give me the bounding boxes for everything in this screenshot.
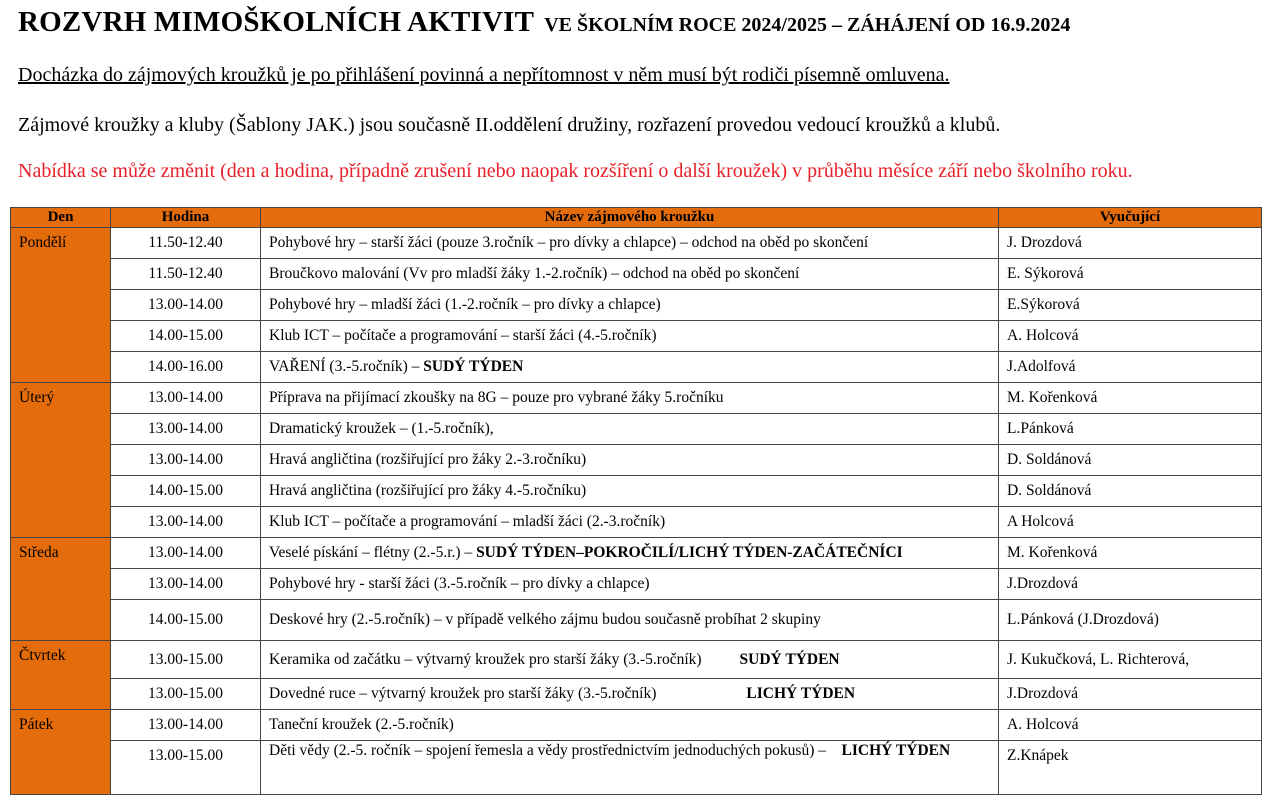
teacher-cell: Z.Knápek (999, 741, 1262, 795)
activity-text: Dovedné ruce – výtvarný kroužek pro starší žáky (3.-5.ročník) (269, 685, 657, 702)
day-cell: Středa (11, 538, 111, 641)
table-header-row (11, 208, 1262, 228)
activity-cell: Klub ICT – počítače a programování – starší žáci (4.-5.ročník) (261, 321, 999, 352)
activity-text: Keramika od začátku – výtvarný kroužek pro starší žáky (3.-5.ročník) (269, 650, 702, 668)
week-note: SUDÝ TÝDEN (739, 650, 840, 668)
time-cell: 13.00-15.00 (111, 741, 261, 795)
schedule-table (10, 207, 1262, 795)
time-cell: 13.00-14.00 (111, 290, 261, 321)
activity-cell: Hravá angličtina (rozšiřující pro žáky 2.-3.ročníku) (261, 445, 999, 476)
teacher-cell: D. Soldánová (999, 476, 1262, 507)
table-row (11, 641, 1262, 679)
time-cell: 11.50-12.40 (111, 228, 261, 259)
day-cell: Úterý (11, 383, 111, 538)
table-row (11, 741, 1262, 795)
activity-cell (261, 538, 999, 569)
table-row (11, 600, 1262, 641)
time-cell: 14.00-15.00 (111, 476, 261, 507)
day-cell: Čtvrtek (11, 641, 111, 710)
activity-cell (261, 352, 999, 383)
time-cell: 13.00-14.00 (111, 569, 261, 600)
table-row (11, 290, 1262, 321)
week-note: SUDÝ TÝDEN (423, 358, 524, 375)
header-teacher: Vyučující (999, 208, 1262, 228)
title-sub: VE ŠKOLNÍM ROCE 2024/2025 – ZÁHÁJENÍ OD 16.9.2024 (544, 14, 1071, 36)
activity-cell: Příprava na přijímací zkoušky na 8G – pouze pro vybrané žáky 5.ročníku (261, 383, 999, 414)
teacher-cell: E. Sýkorová (999, 259, 1262, 290)
time-cell: 14.00-15.00 (111, 600, 261, 641)
day-cell: Pátek (11, 710, 111, 795)
teacher-cell: A. Holcová (999, 710, 1262, 741)
teacher-cell: J.Drozdová (999, 679, 1262, 710)
teacher-cell: J.Adolfová (999, 352, 1262, 383)
teacher-cell: A. Holcová (999, 321, 1262, 352)
warning-note: Nabídka se může změnit (den a hodina, případně zrušení nebo naopak rozšíření o další kroužek) v průběhu měsíce září nebo školního roku. (18, 160, 1133, 182)
table-row (11, 414, 1262, 445)
time-cell: 13.00-14.00 (111, 538, 261, 569)
time-cell: 14.00-16.00 (111, 352, 261, 383)
table-row (11, 321, 1262, 352)
day-cell: Pondělí (11, 228, 111, 383)
table-row (11, 538, 1262, 569)
week-note: LICHÝ TÝDEN (746, 685, 856, 702)
activity-text: VAŘENÍ (3.-5.ročník) – (269, 358, 420, 375)
activity-cell: Pohybové hry – mladší žáci (1.-2.ročník – pro dívky a chlapce) (261, 290, 999, 321)
time-cell: 13.00-14.00 (111, 445, 261, 476)
table-row (11, 507, 1262, 538)
activity-cell: Hravá angličtina (rozšiřující pro žáky 4.-5.ročníku) (261, 476, 999, 507)
activity-cell: Klub ICT – počítače a programování – mladší žáci (2.-3.ročník) (261, 507, 999, 538)
teacher-cell: J.Drozdová (999, 569, 1262, 600)
teacher-cell: E.Sýkorová (999, 290, 1262, 321)
table-row (11, 228, 1262, 259)
activity-cell: Pohybové hry - starší žáci (3.-5.ročník – pro dívky a chlapce) (261, 569, 999, 600)
info-note: Zájmové kroužky a kluby (Šablony JAK.) jsou současně II.oddělení družiny, rozřazení provedou vedoucí kroužků a klubů. (18, 114, 1001, 136)
activity-cell: Broučkovo malování (Vv pro mladší žáky 1.-2.ročník) – odchod na oběd po skončení (261, 259, 999, 290)
activity-cell: Pohybové hry – starší žáci (pouze 3.ročník – pro dívky a chlapce) – odchod na oběd po skončení (261, 228, 999, 259)
week-note: LICHÝ TÝDEN (841, 742, 951, 759)
time-cell: 13.00-14.00 (111, 383, 261, 414)
time-cell: 13.00-14.00 (111, 414, 261, 445)
teacher-cell: L.Pánková (999, 414, 1262, 445)
title-main: ROZVRH MIMOŠKOLNÍCH AKTIVIT (18, 6, 535, 38)
week-note: SUDÝ TÝDEN–POKROČILÍ/LICHÝ TÝDEN-ZAČÁTEČNÍCI (476, 544, 903, 561)
time-cell: 13.00-15.00 (111, 641, 261, 679)
activity-text: Děti vědy (2.-5. ročník – spojení řemesla a vědy prostřednictvím jednoduchých pokusů) – (269, 742, 827, 759)
activity-cell (261, 741, 999, 795)
teacher-cell: A Holcová (999, 507, 1262, 538)
activity-cell: Deskové hry (2.-5.ročník) – v případě velkého zájmu budou současně probíhat 2 skupiny (261, 600, 999, 641)
teacher-cell: D. Soldánová (999, 445, 1262, 476)
teacher-cell: M. Kořenková (999, 538, 1262, 569)
time-cell: 11.50-12.40 (111, 259, 261, 290)
table-row (11, 352, 1262, 383)
header-day: Den (11, 208, 111, 228)
table-row (11, 569, 1262, 600)
teacher-cell: L.Pánková (J.Drozdová) (999, 600, 1262, 641)
teacher-cell: J. Kukučková, L. Richterová, (999, 641, 1262, 679)
activity-cell: Dramatický kroužek – (1.-5.ročník), (261, 414, 999, 445)
activity-cell: Taneční kroužek (2.-5.ročník) (261, 710, 999, 741)
header-time: Hodina (111, 208, 261, 228)
table-row (11, 383, 1262, 414)
time-cell: 14.00-15.00 (111, 321, 261, 352)
header-name: Název zájmového kroužku (261, 208, 999, 228)
attendance-note: Docházka do zájmových kroužků je po přihlášení povinná a nepřítomnost v něm musí být rodiči písemně omluvena. (18, 64, 950, 86)
table-row (11, 710, 1262, 741)
table-row (11, 445, 1262, 476)
page-title (18, 6, 1070, 39)
time-cell: 13.00-15.00 (111, 679, 261, 710)
time-cell: 13.00-14.00 (111, 507, 261, 538)
time-cell: 13.00-14.00 (111, 710, 261, 741)
activity-cell (261, 641, 999, 679)
table-row (11, 679, 1262, 710)
activity-text: Veselé pískání – flétny (2.-5.r.) – (269, 544, 473, 561)
activity-cell (261, 679, 999, 710)
table-row (11, 476, 1262, 507)
teacher-cell: M. Kořenková (999, 383, 1262, 414)
table-row (11, 259, 1262, 290)
teacher-cell: J. Drozdová (999, 228, 1262, 259)
